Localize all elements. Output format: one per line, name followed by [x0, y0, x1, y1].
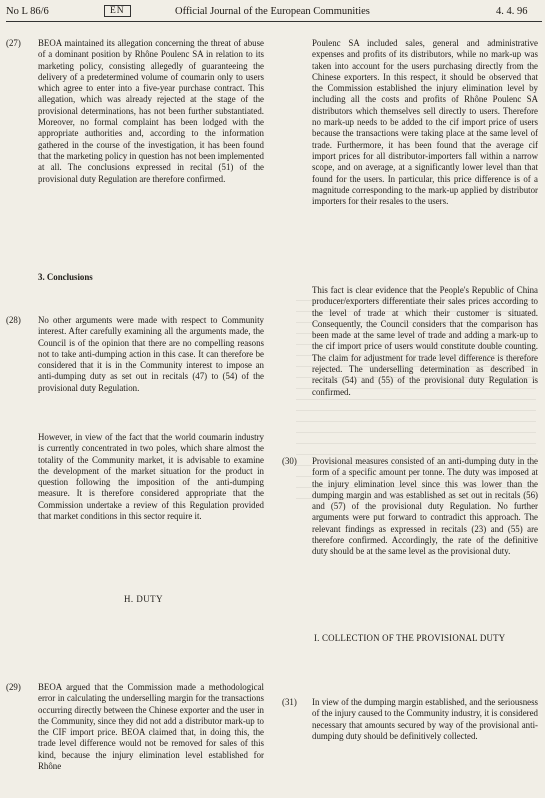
recital-number-30: (30): [282, 456, 297, 466]
section-heading-collection: I. COLLECTION OF THE PROVISIONAL DUTY: [314, 633, 506, 643]
recital-number-28: (28): [6, 315, 21, 325]
language-code: EN: [104, 5, 131, 17]
recital-number-31: (31): [282, 697, 297, 707]
recital-number-29: (29): [6, 682, 21, 692]
recital-31-text: In view of the dumping margin established, and the seriousness of the injury caused to the Community industry, it is considered necessary that amounts secured by way of the provisional anti-dumping duty should be definitively collected.: [312, 697, 538, 741]
section-heading-conclusions: 3. Conclusions: [38, 272, 93, 282]
recital-29-text: BEOA argued that the Commission made a methodological error in calculating the underselling margin for the transactions occurring directly between the Chinese exporter and the user in the Community, since they did not add a distributor mark-up to the CIF import price. BEOA claimed that, in doing this, the trade level difference would not be removed for sales of this kind, because the injury elimination level established for Rhône: [38, 682, 264, 772]
page-reference: No L 86/6: [6, 6, 49, 17]
recital-28-text: No other arguments were made with respect to Community interest. After carefully examining all the arguments made, the Council is of the opinion that there are no compelling reasons not to take anti-dumping action in this case. It can therefore be considered that it is in the Community interest to impose an anti-dumping duty as set out in recitals (47) to (54) of the provisional duty Regulation.: [38, 315, 264, 393]
recital-29-continuation: Poulenc SA included sales, general and administrative expenses and profits of its distributors, while no mark-up was taken into account for the users purchasing directly from the Chinese exporters. In this respect, it should be observed that the Commission established the injury elimination level by including all the costs and profits of Rhône Poulenc SA distributors which themselves sell directly to users. Therefore no mark-up needs to be added to the cif import price of users because the transactions were taking place at the same level of trade. Furthermore, it has been found that the average cif import prices for all distributor-importers fall within a narrow scope, and on average, at a significantly lower level than that found for the users. In particular, this price difference is of a magnitude corresponding to the mark-up applied by distributor importers for their resales to the users.: [312, 38, 538, 207]
recital-27-text: BEOA maintained its allegation concerning the threat of abuse of a dominant position by Rhône Poulenc SA in relation to its marketing policy, consisting allegedly of guaranteeing the delivery of a predetermined volume of coumarin only to users which agree to enter into a five-year purchase contract. This allegation, which was already rejected at the stage of the provisional determinations, has not been further substantiated. Moreover, no formal complaint has been lodged with the appropriate authorities and, according to the information gathered in the course of the investigation, it has been found that the marketing policy in question has not been implemented at all. The conclusions expressed in recital (51) of the provisional duty Regulation are therefore confirmed.: [38, 38, 264, 184]
publication-date: 4. 4. 96: [496, 6, 528, 17]
page-header: [0, 6, 545, 22]
section-heading-duty: H. DUTY: [124, 594, 163, 604]
journal-title: Official Journal of the European Communities: [175, 6, 370, 17]
recital-30-text: Provisional measures consisted of an anti-dumping duty in the form of a specific amount per tonne. The duty was imposed at the injury elimination level since this was lower than the dumping margin and was established as set out in recitals (56) and (57) of the provisional duty Regulation. No further arguments were put forward to contradict this approach. The relevant findings as expressed in recitals (23) and (55) are therefore confirmed. Accordingly, the rate of the definitive duty should be at the same level as the provisional duty.: [312, 456, 538, 557]
recital-number-27: (27): [6, 38, 21, 48]
header-rule: [6, 21, 542, 22]
recital-29-conclusion: This fact is clear evidence that the People's Republic of China producer/exporters differentiate their sales prices according to the level of trade at which their customer is situated. Consequently, the Council considers that the comparison has been made at the same level of trade and adding a mark-up to the cif import price of users would constitute double counting. The claim for adjustment for trade level difference is therefore rejected. The underselling determination as described in recitals (54) and (55) of the provisional duty Regulation is confirmed.: [312, 285, 538, 397]
recital-28-continuation: However, in view of the fact that the world coumarin industry is currently concentrated in two poles, which share almost the totality of the Community market, it is advisable to examine the development of the market situation for the product in question following the imposition of the anti-dumping measure. It is therefore considered appropriate that the Commission undertake a review of this Regulation provided that market conditions in this sector require it.: [38, 432, 264, 522]
